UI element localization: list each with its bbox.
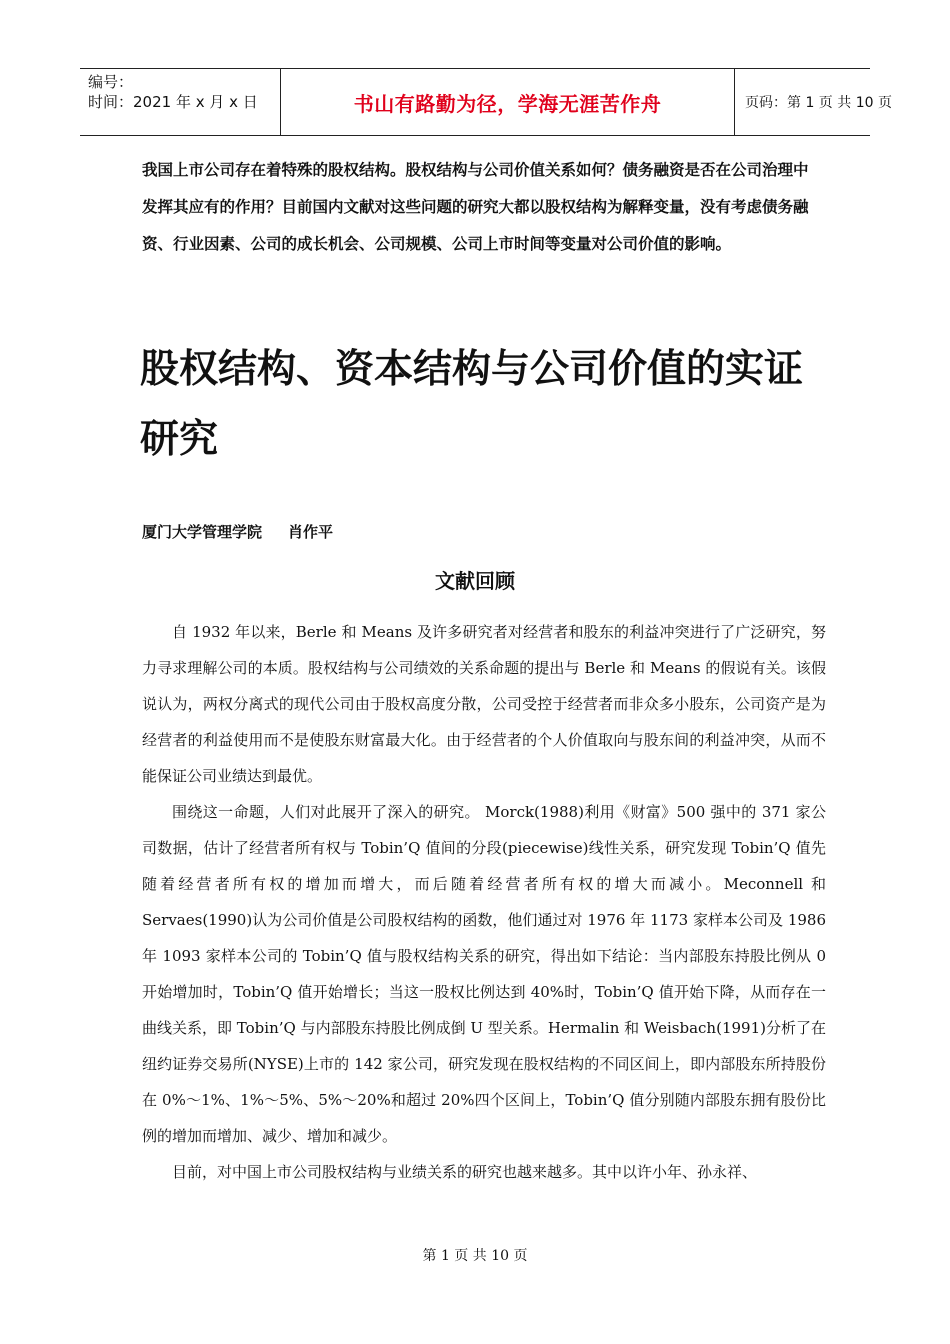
body-paragraph: 自 1932 年以来，Berle 和 Means 及许多研究者对经营者和股东的利益冲突进行了广泛研究，努力寻求理解公司的本质。股权结构与公司绩效的关系命题的提出与 Berle 和 Means 的假说有关。该假说认为，两权分离式的现代公司由于股权高度分散，公司受控于经营者而非众多小股东，公司资产是为经营者的利益使用而不是使股东财富最大化。由于经营者的个人价值取向与股东间的利益冲突，从而不能保证公司业绩达到最优。 <box>142 623 826 785</box>
document-title: 股权结构、资本结构与公司价值的实证研究 <box>140 347 804 462</box>
body-paragraph: 目前，对中国上市公司股权结构与业绩关系的研究也越来越多。其中以许小年、孙永祥、 <box>172 1163 758 1181</box>
header-page-number: 页码：第 1 页 共 10 页 <box>745 95 892 111</box>
author-name: 肖作平 <box>288 523 334 541</box>
document-number: 编号： <box>88 73 134 91</box>
body-text <box>142 614 826 1190</box>
affiliation: 厦门大学管理学院 <box>142 523 263 541</box>
page-footer: 第 1 页 共 10 页 <box>422 1248 528 1264</box>
document-date: 时间：2021 年 x 月 x 日 <box>88 93 258 111</box>
section-heading: 文献回顾 <box>435 569 515 593</box>
header-motto: 书山有路勤为径，学海无涯苦作舟 <box>353 91 662 116</box>
intro-paragraph: 我国上市公司存在着特殊的股权结构。股权结构与公司价值关系如何？债务融资是否在公司治理中发挥其应有的作用？目前国内文献对这些问题的研究大都以股权结构为解释变量，没有考虑债务融资、行业因素、公司的成长机会、公司规模、公司上市时间等变量对公司价值的影响。 <box>142 161 809 253</box>
page-header <box>80 68 892 136</box>
header-motto-cell <box>280 69 735 135</box>
body-paragraph: 围绕这一命题，人们对此展开了深入的研究。 Morck(1988)利用《财富》500 强中的 371 家公司数据，估计了经营者所有权与 Tobin’Q 值间的分段(piecewise)线性关系，研究发现 Tobin’Q 值先随着经营者所有权的增加而增大，而后随着经营者所有权的增大而减小。Meconnell 和 Servaes(1990)认为公司价值是公司股权结构的函数，他们通过对 1976 年 1173 家样本公司及 1986 年 1093 家样本公司的 Tobin’Q 值与股权结构关系的研究，得出如下结论：当内部股东持股比例从 0 开始增加时，Tobin’Q 值开始增长；当这一股权比例达到 40%时，Tobin’Q 值开始下降，从而存在一曲线关系，即 Tobin’Q 与内部股东持股比例成倒 U 型关系。Hermalin 和 Weisbach(1991)分析了在纽约证券交易所(NYSE)上市的 142 家公司，研究发现在股权结构的不同区间上，即内部股东所持股份在 0%～1%、1%～5%、5%～20%和超过 20%四个区间上，Tobin’Q 值分别随内部股东拥有股份比例的增加而增加、减少、增加和减少。 <box>142 803 826 1145</box>
header-page-cell <box>735 69 892 135</box>
header-info-cell <box>80 69 280 135</box>
affiliation-line <box>142 521 333 542</box>
